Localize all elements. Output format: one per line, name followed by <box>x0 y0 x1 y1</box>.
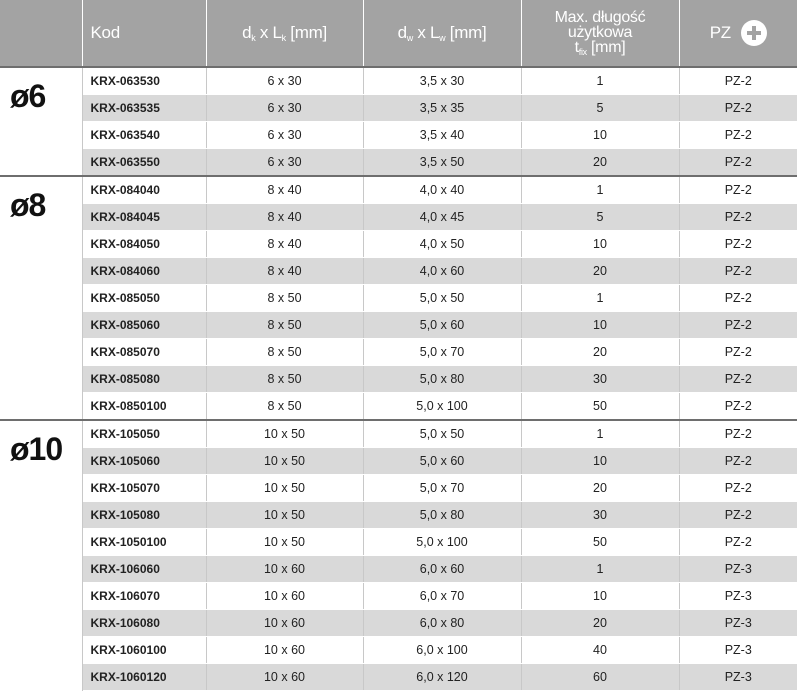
cell-kod: KRX-085070 <box>82 339 206 366</box>
header-max-length <box>521 0 679 67</box>
cell-pz: PZ-2 <box>679 285 797 312</box>
cell-pz: PZ-2 <box>679 122 797 149</box>
cell-dk-lk: 6 x 30 <box>206 67 363 95</box>
cell-dw-lw: 4,0 x 50 <box>363 231 521 258</box>
cell-max-length: 40 <box>521 637 679 664</box>
cell-max-length: 10 <box>521 448 679 475</box>
header-dk-d: d <box>242 23 252 42</box>
cell-kod: KRX-085050 <box>82 285 206 312</box>
cell-kod: KRX-063540 <box>82 122 206 149</box>
table-row <box>0 556 797 583</box>
cell-pz: PZ-2 <box>679 176 797 204</box>
header-dw-unit: [mm] <box>445 23 487 42</box>
cell-max-length: 50 <box>521 393 679 421</box>
table-row <box>0 231 797 258</box>
cell-max-length: 60 <box>521 664 679 691</box>
cell-max-length: 10 <box>521 312 679 339</box>
cell-dw-lw: 4,0 x 60 <box>363 258 521 285</box>
cell-dk-lk: 8 x 40 <box>206 204 363 231</box>
cell-kod: KRX-063535 <box>82 95 206 122</box>
cell-pz: PZ-2 <box>679 204 797 231</box>
cell-max-length: 1 <box>521 556 679 583</box>
cell-kod: KRX-084045 <box>82 204 206 231</box>
cell-dw-lw: 3,5 x 40 <box>363 122 521 149</box>
cell-dk-lk: 8 x 40 <box>206 231 363 258</box>
cell-kod: KRX-1050100 <box>82 529 206 556</box>
group-label: ø10 <box>0 420 82 691</box>
cell-pz: PZ-3 <box>679 610 797 637</box>
cell-max-length: 30 <box>521 502 679 529</box>
cell-max-length: 1 <box>521 176 679 204</box>
cell-pz: PZ-2 <box>679 420 797 448</box>
header-pz-label: PZ <box>709 23 731 42</box>
cell-dk-lk: 6 x 30 <box>206 149 363 177</box>
cell-dk-lk: 10 x 60 <box>206 664 363 691</box>
table-row <box>0 149 797 177</box>
table-row <box>0 95 797 122</box>
cell-max-length: 10 <box>521 122 679 149</box>
cell-kod: KRX-084060 <box>82 258 206 285</box>
cell-pz: PZ-2 <box>679 231 797 258</box>
table-header <box>0 0 797 67</box>
header-dw-mid: x L <box>412 23 440 42</box>
cell-pz: PZ-2 <box>679 366 797 393</box>
cell-dk-lk: 8 x 50 <box>206 339 363 366</box>
cell-pz: PZ-2 <box>679 339 797 366</box>
cell-pz: PZ-2 <box>679 393 797 421</box>
cell-max-length: 20 <box>521 339 679 366</box>
cell-dw-lw: 5,0 x 70 <box>363 339 521 366</box>
header-dk-sub2: k <box>281 33 286 43</box>
header-max-t: t <box>574 38 579 56</box>
cell-max-length: 1 <box>521 420 679 448</box>
cell-max-length: 10 <box>521 583 679 610</box>
cell-dk-lk: 8 x 50 <box>206 366 363 393</box>
header-max-line2: użytkowa <box>567 23 633 41</box>
cell-dw-lw: 5,0 x 80 <box>363 502 521 529</box>
cell-max-length: 50 <box>521 529 679 556</box>
cell-dk-lk: 10 x 60 <box>206 556 363 583</box>
header-dw-sub1: w <box>406 33 413 43</box>
cell-pz: PZ-2 <box>679 529 797 556</box>
header-dk-mid: x L <box>255 23 282 42</box>
cell-dw-lw: 6,0 x 120 <box>363 664 521 691</box>
cell-max-length: 10 <box>521 231 679 258</box>
cell-max-length: 20 <box>521 610 679 637</box>
cell-pz: PZ-2 <box>679 502 797 529</box>
plus-circle-icon <box>741 20 767 46</box>
cell-kod: KRX-085060 <box>82 312 206 339</box>
group-label: ø6 <box>0 67 82 176</box>
cell-kod: KRX-105060 <box>82 448 206 475</box>
cell-dk-lk: 10 x 60 <box>206 637 363 664</box>
cell-kod: KRX-0850100 <box>82 393 206 421</box>
table-row <box>0 339 797 366</box>
cell-dk-lk: 6 x 30 <box>206 95 363 122</box>
cell-dw-lw: 3,5 x 50 <box>363 149 521 177</box>
table-row <box>0 583 797 610</box>
cell-pz: PZ-2 <box>679 258 797 285</box>
cell-dw-lw: 6,0 x 60 <box>363 556 521 583</box>
header-dw-lw <box>363 0 521 67</box>
header-dk-lk <box>206 0 363 67</box>
table-row <box>0 448 797 475</box>
cell-dw-lw: 5,0 x 70 <box>363 475 521 502</box>
header-pz <box>679 0 797 67</box>
table-row <box>0 258 797 285</box>
table-row <box>0 393 797 421</box>
cell-max-length: 20 <box>521 475 679 502</box>
table-body <box>0 67 797 691</box>
cell-max-length: 1 <box>521 285 679 312</box>
table-row <box>0 204 797 231</box>
header-dw-d: d <box>397 23 407 42</box>
cell-dk-lk: 8 x 40 <box>206 258 363 285</box>
cell-kod: KRX-105070 <box>82 475 206 502</box>
cell-pz: PZ-3 <box>679 664 797 691</box>
cell-dk-lk: 10 x 50 <box>206 475 363 502</box>
table-row <box>0 366 797 393</box>
table-row <box>0 67 797 95</box>
cell-dw-lw: 6,0 x 80 <box>363 610 521 637</box>
cell-pz: PZ-2 <box>679 95 797 122</box>
cell-kod: KRX-1060120 <box>82 664 206 691</box>
cell-pz: PZ-2 <box>679 475 797 502</box>
cell-dk-lk: 6 x 30 <box>206 122 363 149</box>
cell-kod: KRX-105050 <box>82 420 206 448</box>
header-max-sub: fix <box>578 46 587 57</box>
cell-dk-lk: 10 x 60 <box>206 583 363 610</box>
cell-max-length: 30 <box>521 366 679 393</box>
cell-dk-lk: 10 x 50 <box>206 420 363 448</box>
cell-dw-lw: 6,0 x 100 <box>363 637 521 664</box>
cell-kod: KRX-084050 <box>82 231 206 258</box>
header-dk-sub1: k <box>251 33 256 43</box>
cell-max-length: 20 <box>521 258 679 285</box>
table-row <box>0 285 797 312</box>
cell-dk-lk: 10 x 50 <box>206 529 363 556</box>
cell-dk-lk: 8 x 40 <box>206 176 363 204</box>
cell-kod: KRX-106080 <box>82 610 206 637</box>
cell-pz: PZ-2 <box>679 149 797 177</box>
cell-dk-lk: 8 x 50 <box>206 285 363 312</box>
header-max-unit: [mm] <box>586 38 626 56</box>
group-label: ø8 <box>0 176 82 420</box>
cell-kod: KRX-084040 <box>82 176 206 204</box>
cell-pz: PZ-2 <box>679 312 797 339</box>
table-row <box>0 637 797 664</box>
cell-dk-lk: 8 x 50 <box>206 393 363 421</box>
cell-dk-lk: 10 x 60 <box>206 610 363 637</box>
cell-dk-lk: 10 x 50 <box>206 448 363 475</box>
cell-kod: KRX-1060100 <box>82 637 206 664</box>
cell-dw-lw: 5,0 x 50 <box>363 285 521 312</box>
header-kod: Kod <box>82 0 206 67</box>
table-row <box>0 610 797 637</box>
cell-dw-lw: 6,0 x 70 <box>363 583 521 610</box>
header-dw-sub2: w <box>439 33 446 43</box>
cell-dw-lw: 5,0 x 100 <box>363 393 521 421</box>
table-row <box>0 529 797 556</box>
cell-dw-lw: 3,5 x 30 <box>363 67 521 95</box>
cell-dw-lw: 5,0 x 60 <box>363 312 521 339</box>
cell-max-length: 1 <box>521 67 679 95</box>
header-dk-unit: [mm] <box>285 23 327 42</box>
table-row <box>0 312 797 339</box>
header-group-col <box>0 0 82 67</box>
table-row <box>0 502 797 529</box>
cell-max-length: 5 <box>521 95 679 122</box>
cell-dw-lw: 5,0 x 50 <box>363 420 521 448</box>
cell-dw-lw: 5,0 x 80 <box>363 366 521 393</box>
cell-dw-lw: 4,0 x 40 <box>363 176 521 204</box>
cell-dk-lk: 8 x 50 <box>206 312 363 339</box>
cell-max-length: 5 <box>521 204 679 231</box>
table-row <box>0 475 797 502</box>
cell-pz: PZ-2 <box>679 67 797 95</box>
cell-dw-lw: 4,0 x 45 <box>363 204 521 231</box>
table-row <box>0 664 797 691</box>
cell-kod: KRX-105080 <box>82 502 206 529</box>
cell-kod: KRX-085080 <box>82 366 206 393</box>
cell-pz: PZ-2 <box>679 448 797 475</box>
cell-kod: KRX-106070 <box>82 583 206 610</box>
cell-kod: KRX-106060 <box>82 556 206 583</box>
cell-pz: PZ-3 <box>679 556 797 583</box>
cell-kod: KRX-063530 <box>82 67 206 95</box>
cell-pz: PZ-3 <box>679 583 797 610</box>
table-row <box>0 122 797 149</box>
cell-dw-lw: 5,0 x 100 <box>363 529 521 556</box>
header-max-line1: Max. długość <box>554 8 646 26</box>
cell-pz: PZ-3 <box>679 637 797 664</box>
cell-max-length: 20 <box>521 149 679 177</box>
cell-dw-lw: 3,5 x 35 <box>363 95 521 122</box>
table-row <box>0 176 797 204</box>
cell-dw-lw: 5,0 x 60 <box>363 448 521 475</box>
cell-kod: KRX-063550 <box>82 149 206 177</box>
table-row <box>0 420 797 448</box>
cell-dk-lk: 10 x 50 <box>206 502 363 529</box>
